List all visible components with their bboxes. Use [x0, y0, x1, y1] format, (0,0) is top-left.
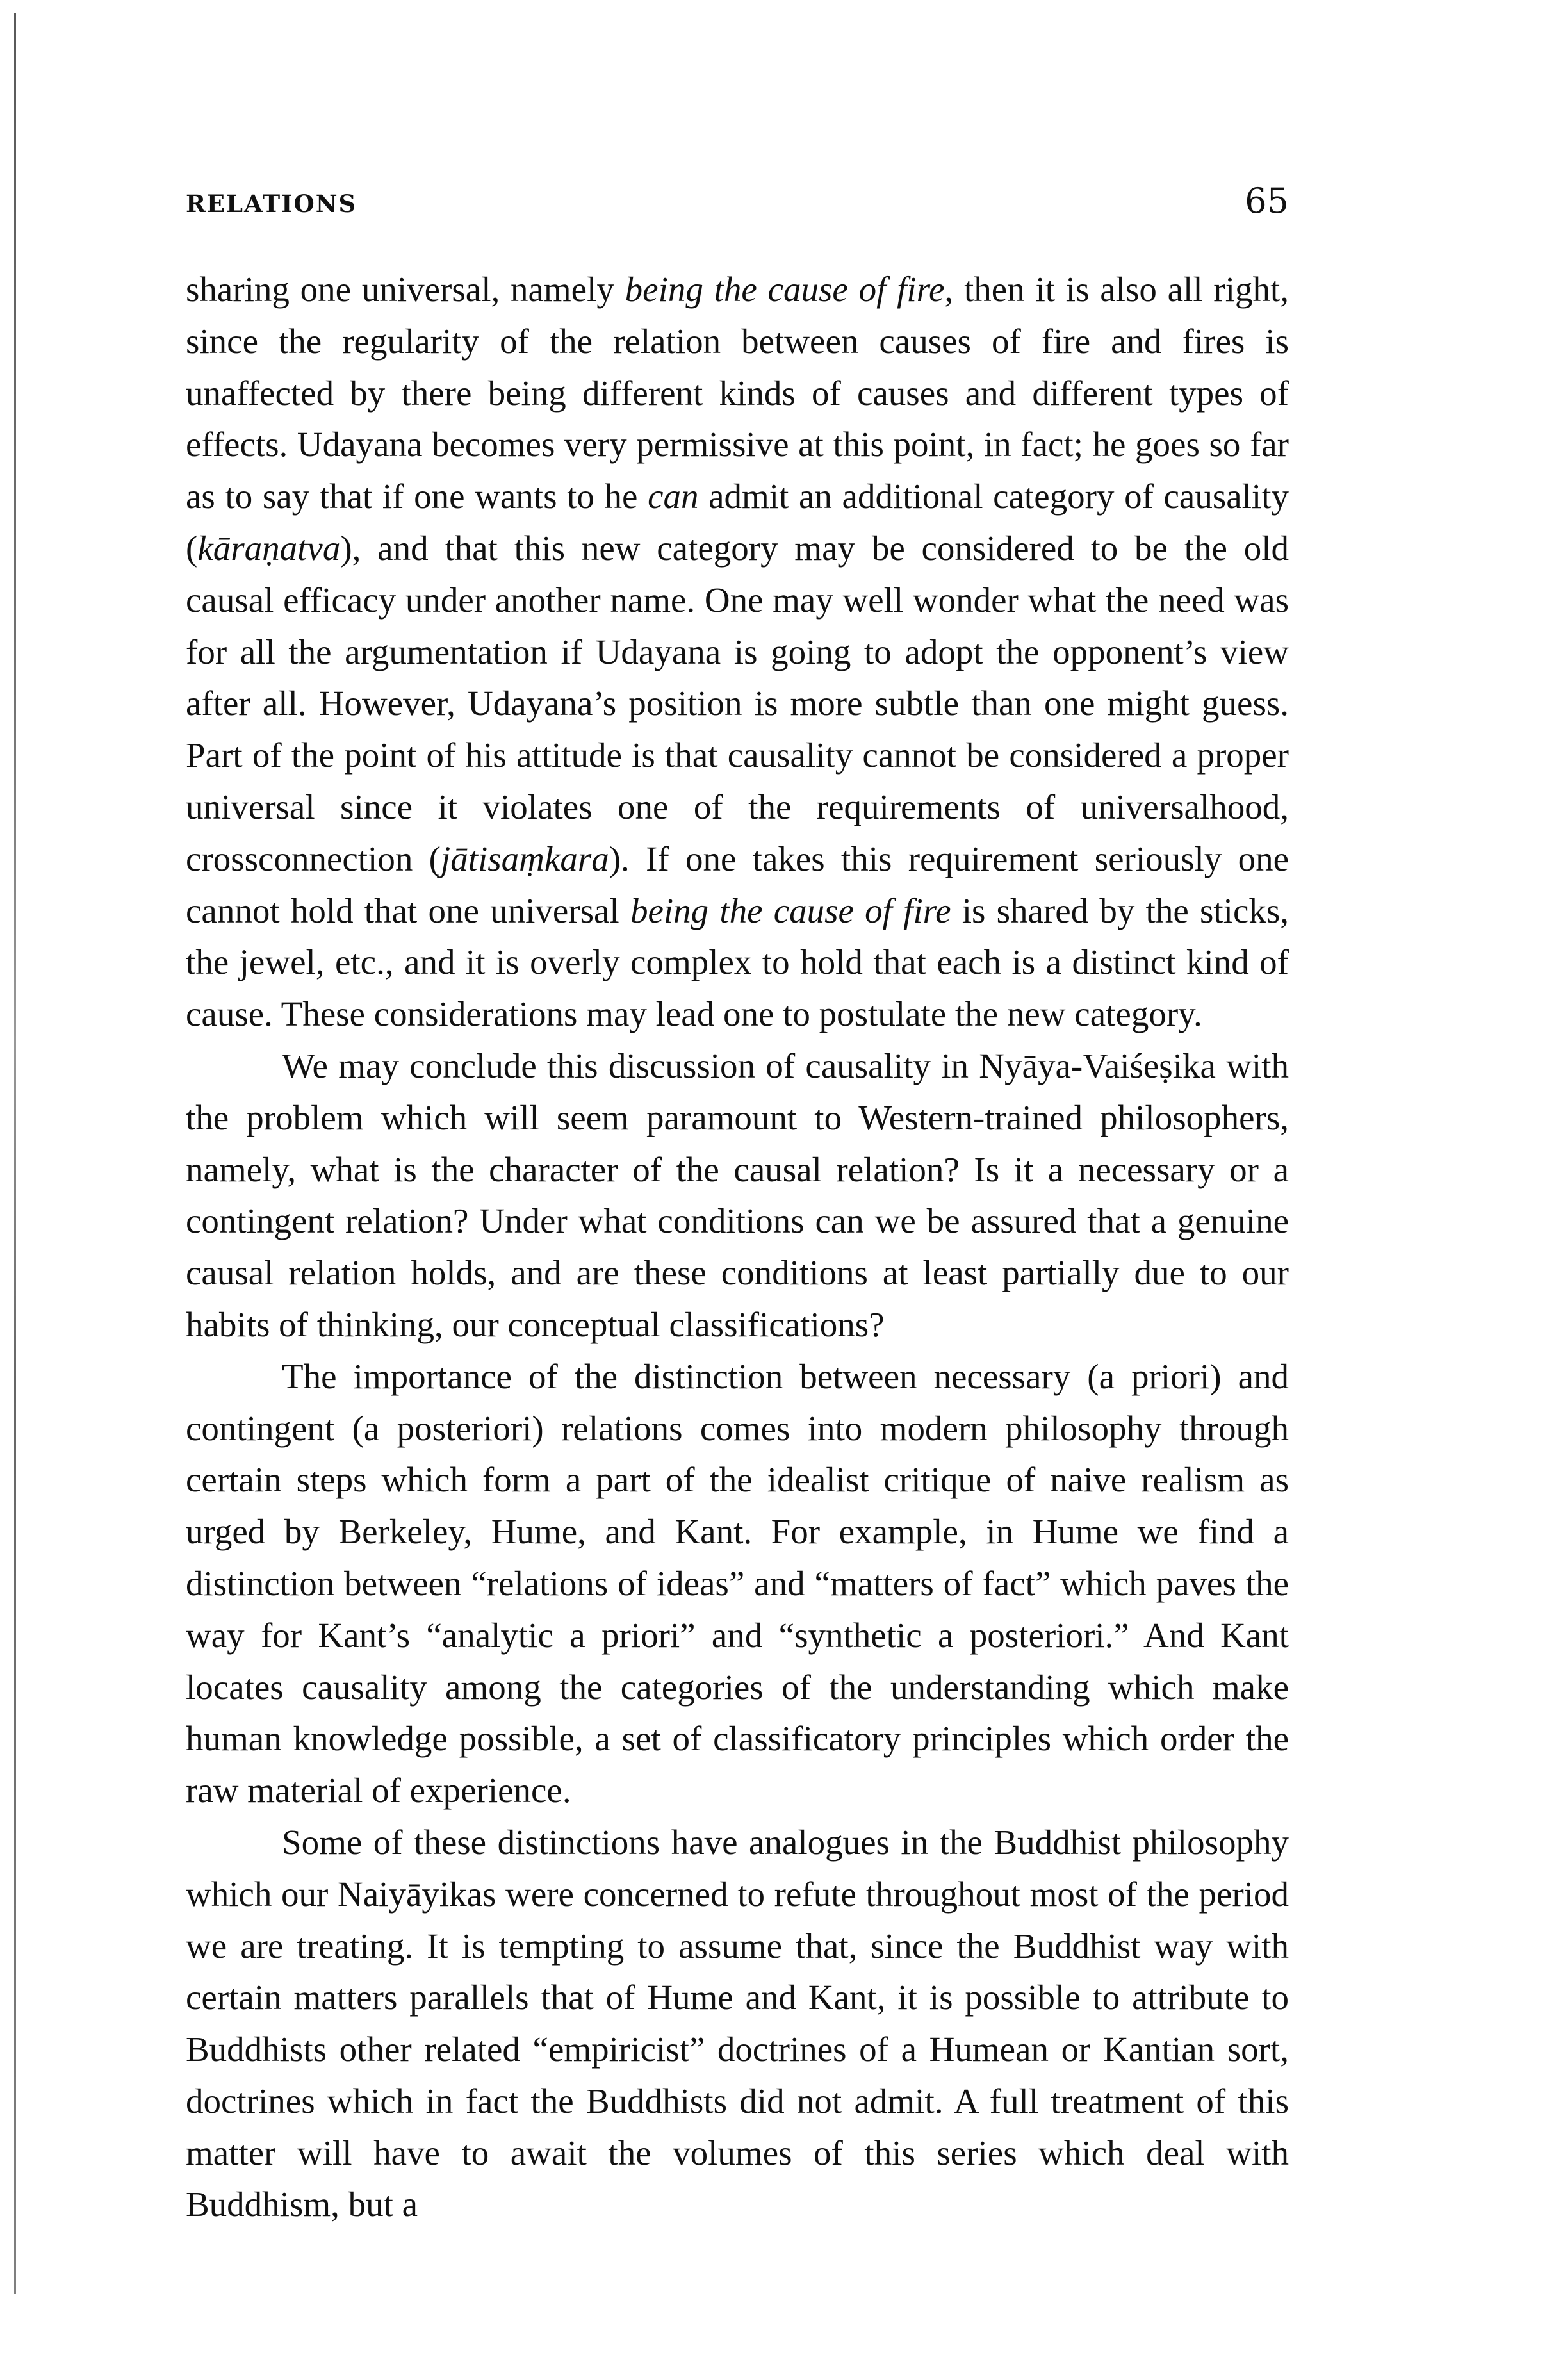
text-run: , then it is also all right, since the regularity of the relation between causes of fire and fires is unaffected by there being different kinds of causes and different types of effects. Udayana becomes very permissive at this point, in fact; he goes so far as to say that if one wants to he	[186, 270, 1289, 516]
italic-term: being the cause of fire	[630, 890, 951, 930]
scan-binding-edge	[14, 13, 16, 2294]
text-run: ). If one takes this requirement seriously one cannot hold that one universal	[186, 839, 1289, 930]
text-run: The importance of the distinction between necessary (a priori) and contingent (a posteriori) relations comes into modern philosophy through certain steps which form a part of the idealist critique of naive realism as urged by Berkeley, Hume, and Kant. For example, in Hume we find a distinction between “relations of ideas” and “matters of fact” which paves the way for Kant’s “analytic a priori” and “synthetic a posteriori.” And Kant locates causality among the categories of the understanding which make human knowledge possible, a set of classificatory principles which order the raw material of experience.	[186, 1356, 1289, 1810]
paragraph	[186, 1817, 1289, 2231]
text-run: We may conclude this discussion of causality in Nyāya-Vaiśeṣika with the problem which will seem paramount to Western-trained philosophers, namely, what is the character of the causal relation? Is it a necessary or a contingent relation? Under what conditions can we be assured that a genuine causal relation holds, and are these conditions at least partially due to our habits of thinking, our conceptual classifications?	[186, 1046, 1289, 1344]
italic-term: being the cause of fire	[625, 270, 945, 309]
text-run: sharing one universal, namely	[186, 270, 625, 309]
page-header	[186, 181, 1289, 226]
paragraph	[186, 264, 1289, 1040]
italic-term: kāraṇatva	[197, 528, 341, 568]
page-number: 65	[1245, 181, 1289, 221]
paragraph	[186, 1040, 1289, 1351]
paragraph	[186, 1351, 1289, 1817]
running-head: RELATIONS	[186, 190, 357, 218]
italic-term: can	[648, 477, 699, 516]
text-run: ), and that this new category may be considered to be the old causal efficacy under another name. One may well wonder what the need was for all the argumentation if Udayana is going to adopt the opponent’s view after all. However, Udayana’s position is more subtle than one might guess. Part of the point of his attitude is that causality cannot be considered a proper universal since it violates one of the requirements of universalhood, crossconnection (	[186, 528, 1289, 878]
text-run: admit an additional category of causality (	[186, 477, 1289, 568]
body-text	[186, 264, 1289, 2231]
italic-term: jātisaṃkara	[440, 839, 609, 878]
text-run: is shared by the sticks, the jewel, etc., and it is overly complex to hold that each is a distinct kind of cause. These considerations may lead one to postulate the new category.	[186, 890, 1289, 1034]
text-run: Some of these distinctions have analogues in the Buddhist philosophy which our Naiyāyikas were concerned to refute throughout most of the period we are treating. It is tempting to assume that, since the Buddhist way with certain matters parallels that of Hume and Kant, it is possible to attribute to Buddhists other related “empiricist” doctrines of a Humean or Kantian sort, doctrines which in fact the Buddhists did not admit. A full treatment of this matter will have to await the volumes of this series which deal with Buddhism, but a	[186, 1822, 1289, 2224]
